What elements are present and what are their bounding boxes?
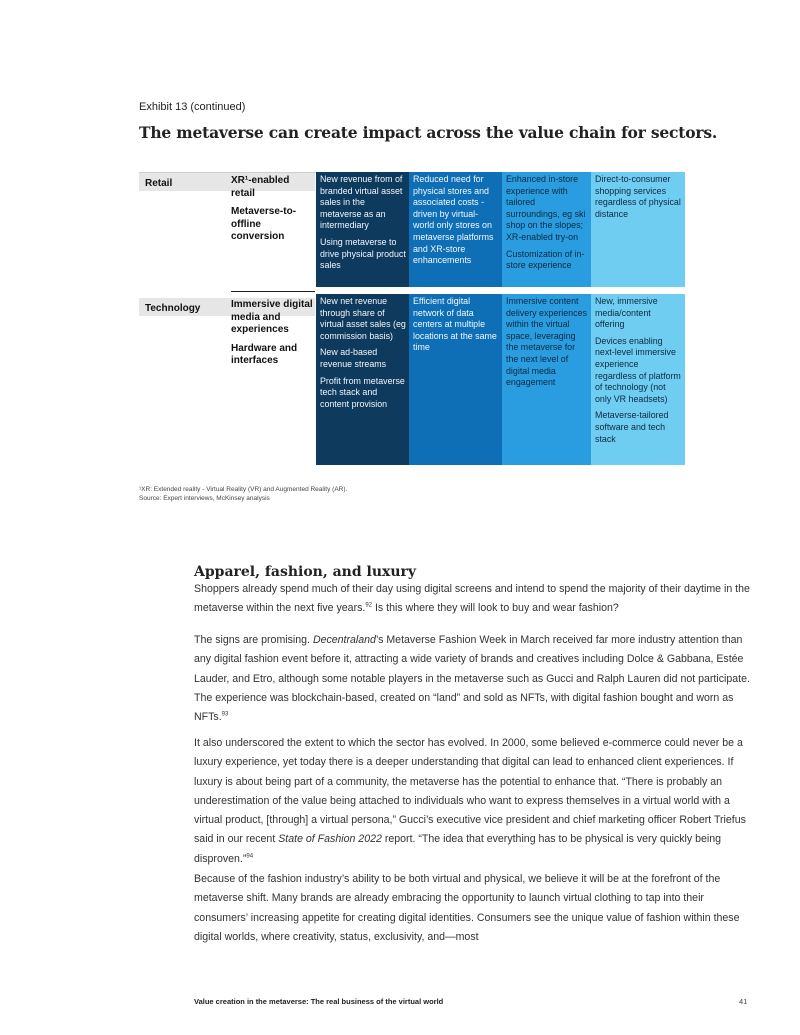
cell-text: Profit from metaverse tech stack and content provision bbox=[320, 375, 405, 409]
retail-cell-1 bbox=[316, 172, 409, 287]
exhibit-label: Exhibit 13 (continued) bbox=[139, 101, 246, 113]
cell-text: Customization of in-store experience bbox=[506, 248, 585, 271]
footnote-ref: 92 bbox=[365, 602, 373, 609]
technology-cell-4 bbox=[591, 294, 685, 465]
paragraph-3 bbox=[194, 734, 754, 869]
row-separator bbox=[231, 291, 315, 292]
footnote-source: Source: Expert interviews, McKinsey analysis bbox=[139, 494, 270, 502]
cell-text: Direct-to-consumer shopping services regardless of physical distance bbox=[595, 174, 681, 219]
paragraph-2 bbox=[194, 631, 754, 727]
paragraph-text: Is this where they will look to buy and wear fashion? bbox=[372, 602, 619, 615]
technology-cell-2 bbox=[409, 294, 502, 465]
footnote bbox=[139, 486, 347, 503]
cell-text: New net revenue through share of virtual asset sales (eg commission basis) bbox=[320, 296, 406, 341]
footnote-ref: 94 bbox=[246, 853, 254, 860]
lever-item: Hardware and interfaces bbox=[231, 342, 298, 366]
paragraph-text: report. “The idea that everything has to be physical is very quickly being disproven.” bbox=[194, 833, 722, 865]
paragraph-text: Because of the fashion industry’s ability to be both virtual and physical, we believe it will be at the forefront of the metaverse shift. Many brands are already embracing the opportunity to launch virtual clothing to tap into their consumers’ increasing appetite for creating digital identities. Consumers see the unique value of fashion within these digital worlds, where creativity, status, exclusivity, and—most bbox=[194, 873, 740, 943]
technology-cell-1 bbox=[316, 294, 409, 465]
paragraph-4 bbox=[194, 870, 754, 947]
footnote-ref: 93 bbox=[221, 711, 229, 718]
cell-text: Reduced need for physical stores and associated costs - driven by virtual-world only stores on metaverse platforms and XR-store enhancements bbox=[413, 174, 494, 266]
exhibit-title: The metaverse can create impact across the value chain for sectors. bbox=[139, 123, 718, 142]
cell-text: Metaverse-tailored software and tech stack bbox=[595, 410, 669, 444]
cell-text: Immersive content delivery experiences within the virtual space, leveraging the metaverse for the next level of digital media engagement bbox=[506, 296, 587, 388]
paragraph-text: ’s Metaverse Fashion Week in March received far more industry attention than any digital fashion event before it, attracting a wide variety of brands and creatives including Dolce & Gabbana, Estée Lauder, and Etro, although some notable players in the metaverse such as Gucci and Ralph Lauren did not participate. The experience was blockchain-based, created on “land” and sold as NFTs, with digital fashion bought and worn as NFTs. bbox=[194, 634, 750, 724]
retail-cell-2 bbox=[409, 172, 502, 287]
retail-cell-3 bbox=[502, 172, 591, 287]
cell-text: New ad-based revenue streams bbox=[320, 347, 387, 369]
paragraph-1 bbox=[194, 580, 754, 619]
paragraph-italic: Decentraland bbox=[312, 634, 376, 646]
paragraph-text: Shoppers already spend much of their day using digital screens and intend to spend the majority of their daytime in the metaverse within the next five years. bbox=[194, 583, 750, 615]
paragraph-text: The signs are promising. bbox=[194, 634, 313, 646]
cell-text: New revenue from of branded virtual asset sales in the metaverse as an intermediary bbox=[320, 174, 403, 231]
lever-item: Immersive digital media and experiences bbox=[231, 299, 313, 335]
lever-item: XR¹-enabled retail bbox=[231, 175, 290, 199]
footnote-definition: ¹XR: Extended reality - Virtual Reality (VR) and Augmented Reality (AR). bbox=[139, 486, 348, 493]
sector-technology: Technology bbox=[145, 303, 201, 314]
page-number: 41 bbox=[739, 997, 748, 1006]
footer-title: Value creation in the metaverse: The real business of the virtual world bbox=[194, 997, 444, 1006]
cell-text: New, immersive media/content offering bbox=[595, 296, 658, 330]
technology-cell-3 bbox=[502, 294, 591, 465]
lever-item: Metaverse-to-offline conversion bbox=[231, 206, 297, 242]
paragraph-italic: State of Fashion 2022 bbox=[278, 833, 382, 846]
retail-cell-4 bbox=[591, 172, 685, 287]
sector-retail: Retail bbox=[145, 178, 173, 189]
retail-levers bbox=[231, 175, 315, 250]
cell-text: Enhanced in-store experience with tailored surroundings, eg ski shop on the slopes; XR-enabled try-on bbox=[506, 174, 586, 242]
technology-levers bbox=[231, 299, 315, 374]
cell-text: Devices enabling next-level immersive experience regardless of platform of technology (not only VR headsets) bbox=[595, 335, 681, 404]
cell-text: Efficient digital network of data centers at multiple locations at the same time bbox=[413, 296, 497, 353]
section-heading: Apparel, fashion, and luxury bbox=[194, 564, 417, 580]
paragraph-text: It also underscored the extent to which the sector has evolved. In 2000, some believed e-commerce could never be a luxury experience, yet today there is a deeper understanding that digital can lead to enhanced client experiences. If luxury is about being part of a community, the metaverse has the potential to enhance that. “There is probably an underestimation of the value being attached to individuals who want to express themselves in a virtual world with a virtual product, [through] a virtual persona,” Gucci’s executive vice president and chief marketing officer Robert Triefus said in our recent bbox=[194, 737, 746, 846]
cell-text: Using metaverse to drive physical product sales bbox=[320, 236, 406, 271]
